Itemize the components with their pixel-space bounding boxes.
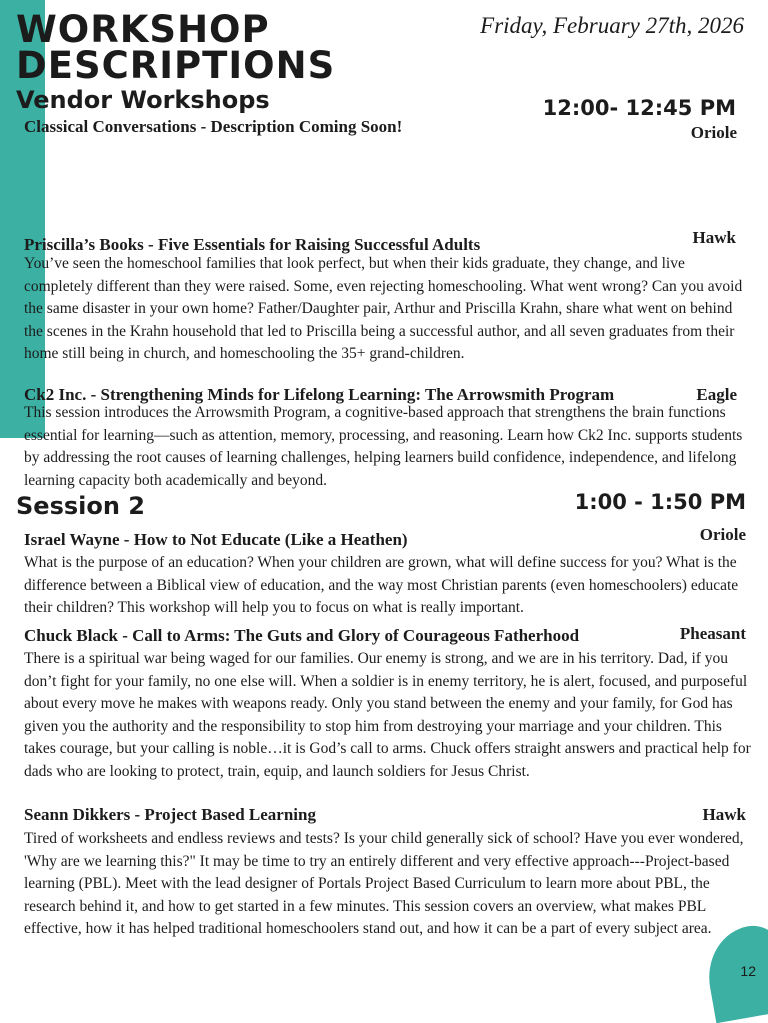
section-heading-session2: Session 2	[16, 492, 145, 520]
workshop-title: Priscilla’s Books - Five Essentials for Raising Successful Adults	[24, 235, 481, 254]
workshop-title: Seann Dikkers - Project Based Learning	[24, 805, 316, 824]
workshop-description: Tired of worksheets and endless reviews and tests? Is your child generally sick of school? Have you ever wondered, 'Why are we learning this?" It may be time to try an entirely different and very effective approach---Project-based learning (PBL). Meet with the lead designer of Portals Project Based Curriculum to learn more about PBL, the research behind it, and how to get started in a few minutes. This session covers an overview, what makes PBL effective, how it has helped traditional homeschoolers stand out, and how it can be a part of every subject area.	[24, 830, 744, 937]
workshop-description: You’ve seen the homeschool families that look perfect, but when their kids graduate, they change, and live completely different than they were raised. Some, even rejecting homeschooling. What went wrong? Can you avoid the same disaster in your own home? Father/Daughter pair, Arthur and Priscilla Krahn, share what went on behind the scenes in the Krahn household that led to Priscilla being a successful author, and all seven graduates from their home still being in church, and homeschooling the 35+ grand-children.	[24, 255, 743, 362]
workshop-description: There is a spiritual war being waged for our families. Our enemy is strong, and we are in his territory. Dad, if you don’t fight for your family, no one else will. When a soldier is in enemy territory, he is alert, focused, and purposeful about every move he makes with weapons ready. Only you stand between the enemy and your family, for God has given you the authority and the responsibility to stop him from destroying your marriage and your children. This takes courage, but your calling is noble…it is God’s call to arms. Chuck offers straight answers and practical help for dads who are looking to protect, train, equip, and launch soldiers for Jesus Christ.	[24, 650, 751, 780]
workshop-title: Classical Conversations - Description Coming Soon!	[24, 117, 403, 136]
workshop-description: This session introduces the Arrowsmith Program, a cognitive-based approach that strengthens the brain functions essential for learning—such as attention, memory, processing, and reasoning. Learn how Ck2 Inc. supports students by addressing the root causes of learning challenges, helping learners build confidence, independence, and lifelong learning capacity both academically and beyond.	[24, 404, 743, 489]
workshop-title: Israel Wayne - How to Not Educate (Like a Heathen)	[24, 530, 408, 549]
page-title-line2: DESCRIPTIONS	[16, 44, 336, 87]
section-heading-vendor: Vendor Workshops	[16, 86, 270, 114]
event-date: Friday, February 27th, 2026	[480, 13, 744, 38]
session-time-session2: 1:00 - 1:50 PM	[574, 490, 746, 514]
workshop-description: What is the purpose of an education? When your children are grown, what will define success for you? What is the difference between a Biblical view of education, and the way most Christian parents (even homeschoolers) educate their children? This workshop will help you to focus on what is really important.	[24, 554, 739, 616]
workshop-room: Pheasant	[679, 624, 746, 643]
workshop-room: Oriole	[690, 123, 737, 142]
workshop-room: Hawk	[692, 228, 736, 247]
workshop-room: Oriole	[699, 525, 746, 544]
page-number: 12	[740, 963, 756, 979]
workshop-room: Eagle	[696, 385, 737, 404]
workshop-title: Ck2 Inc. - Strengthening Minds for Lifelong Learning: The Arrowsmith Program	[24, 385, 615, 404]
session-time-vendor: 12:00- 12:45 PM	[542, 96, 736, 120]
workshop-room: Hawk	[702, 805, 746, 824]
page-title-line1: WORKSHOP	[16, 8, 270, 51]
workshop-title: Chuck Black - Call to Arms: The Guts and Glory of Courageous Fatherhood	[24, 626, 580, 645]
